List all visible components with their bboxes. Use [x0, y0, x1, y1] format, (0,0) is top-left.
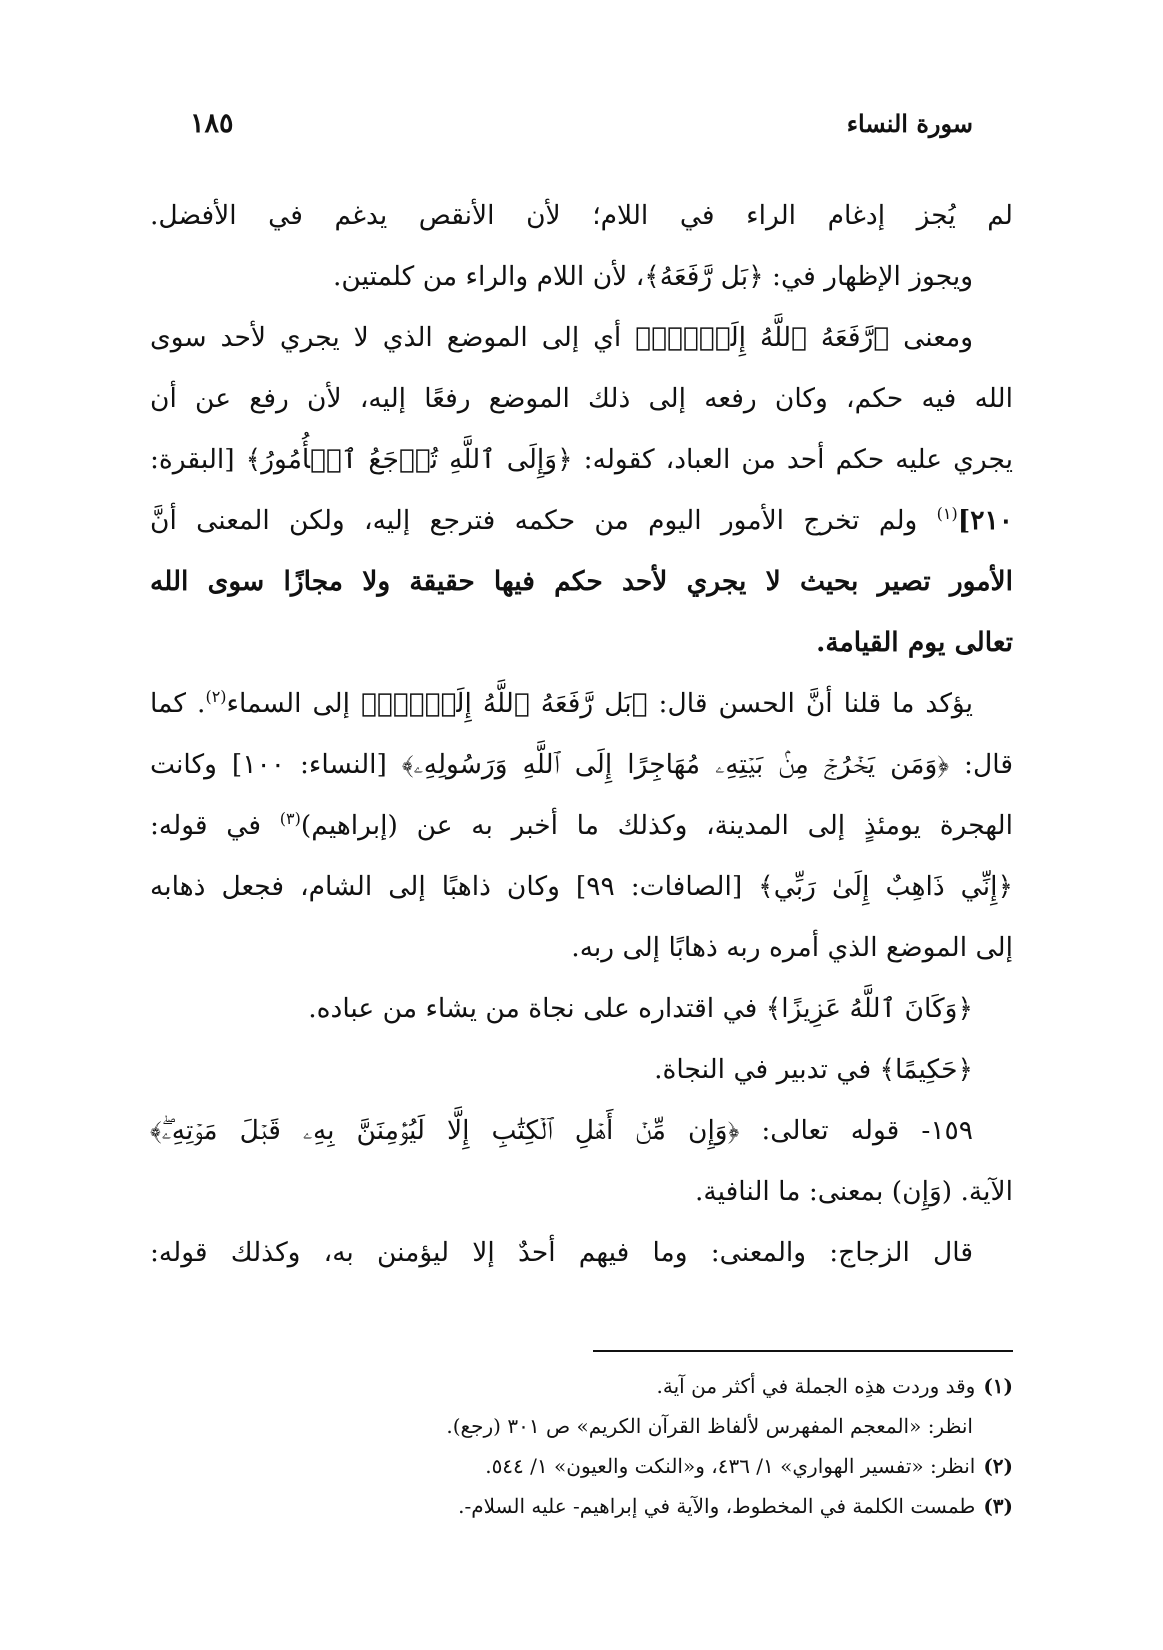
text-line-13: إلى الموضع الذي أمره ربه ذهابًا إلى ربه. — [571, 932, 1013, 963]
surah-title: سورة النساء — [846, 109, 973, 138]
footnote-1-continuation: انظر: «المعجم المفهرس لألفاظ القرآن الكريم» ص ٣٠١ (رجع). — [446, 1414, 973, 1438]
footnote-text: انظر: «تفسير الهواري» ١/ ٤٣٦، و«النكت والعيون» ١/ ٥٤٤. — [485, 1454, 976, 1478]
text-line-12: ﴿إِنِّي ذَاهِبٌ إِلَىٰ رَبِّي﴾ [الصافات: ٩٩] وكان ذاهبًا إلى الشام، فجعل ذهابه — [150, 871, 1014, 902]
footnote-2 — [150, 1446, 1013, 1486]
footnote-marker-2: (٢) — [205, 687, 227, 707]
page-number: ١٨٥ — [190, 108, 234, 139]
footnote-divider — [593, 1350, 1013, 1352]
text-line-4: الله فيه حكم، وكان رفعه إلى ذلك الموضع رفعًا إليه، لأن رفع عن أن — [150, 383, 1013, 414]
text-line-7: الأمور تصير بحيث لا يجري لأحد حكم فيها حقيقة ولا مجازًا سوى الله — [150, 566, 1013, 597]
text-line-16: ١٥٩- قوله تعالى: ﴿وَإِن مِّنۡ أَهۡلِ ٱلۡكِتَٰبِ إِلَّا لَيُؤۡمِنَنَّ بِهِۦ قَبۡلَ مَوۡتِهِۦۖ﴾ — [150, 1115, 974, 1146]
footnote-number: (٢) — [983, 1454, 1013, 1478]
footnote-marker-3: (٣) — [279, 809, 301, 829]
footnote-1 — [150, 1366, 1013, 1406]
text-line-2: ويجوز الإظهار في: ﴿بَل رَّفَعَهُ﴾، لأن اللام والراء من كلمتين. — [333, 261, 973, 292]
text-line-5: يجري عليه حكم أحد من العباد، كقوله: ﴿وَإِلَى ٱللَّهِ تُرۡجَعُ ٱلۡأُمُورُ﴾ [البقرة: — [150, 444, 1013, 475]
footnote-3 — [150, 1486, 1013, 1526]
footnote-text: طمست الكلمة في المخطوط، والآية في إبراهيم- عليه السلام-. — [458, 1494, 976, 1518]
verse-ref: ٢١٠] — [957, 505, 1013, 536]
text-line-6 — [150, 490, 1013, 551]
footnote-number: (٣) — [983, 1494, 1013, 1518]
footnotes — [150, 1366, 1013, 1526]
footnote-number: (١) — [983, 1374, 1013, 1398]
text-line-1: لم يُجز إدغام الراء في اللام؛ لأن الأنقص يدغم في الأفضل. — [150, 200, 1013, 231]
text-span: في قوله: — [150, 810, 280, 841]
text-line-15: ﴿حَكِيمًا﴾ في تدبير في النجاة. — [654, 1054, 973, 1085]
body-text — [150, 185, 1013, 1283]
text-line-10: قال: ﴿وَمَن يَخۡرُجۡ مِنۢ بَيۡتِهِۦ مُهَاجِرًا إِلَى ٱللَّهِ وَرَسُولِهِۦ﴾ [النساء: ١٠٠] وكانت — [150, 749, 1013, 780]
text-span: يؤكد ما قلنا أنَّ الحسن قال: ﴿بَل رَّفَعَهُ ٱللَّهُ إِلَيۡهِۚ﴾ إلى السماء — [226, 688, 973, 719]
text-span: ولم تخرج الأمور اليوم من حكمه فترجع إليه، ولكن المعنى أنَّ — [150, 505, 937, 536]
text-line-8: تعالى يوم القيامة. — [816, 627, 1013, 658]
page-header — [190, 108, 973, 139]
text-line-14: ﴿وَكَانَ ٱللَّهُ عَزِيزًا﴾ في اقتداره على نجاة من يشاء من عباده. — [308, 993, 973, 1024]
text-span: الهجرة يومئذٍ إلى المدينة، وكذلك ما أخبر به عن (إبراهيم) — [300, 810, 1013, 841]
text-span: . كما — [150, 688, 206, 719]
text-line-9 — [150, 673, 1013, 734]
footnote-text: وقد وردت هذِه الجملة في أكثر من آية. — [656, 1374, 976, 1398]
text-line-17: الآية. (وَإِن) بمعنى: ما النافية. — [694, 1176, 1013, 1207]
text-line-11 — [150, 795, 1013, 856]
text-line-3: ومعنى ﴿رَّفَعَهُ ٱللَّهُ إِلَيۡهِۚ﴾ أي إلى الموضع الذي لا يجري لأحد سوى — [150, 322, 973, 353]
footnote-marker-1: (١) — [936, 504, 958, 524]
text-line-18: قال الزجاج: والمعنى: وما فيهم أحدٌ إلا ليؤمنن به، وكذلك قوله: — [150, 1237, 973, 1268]
